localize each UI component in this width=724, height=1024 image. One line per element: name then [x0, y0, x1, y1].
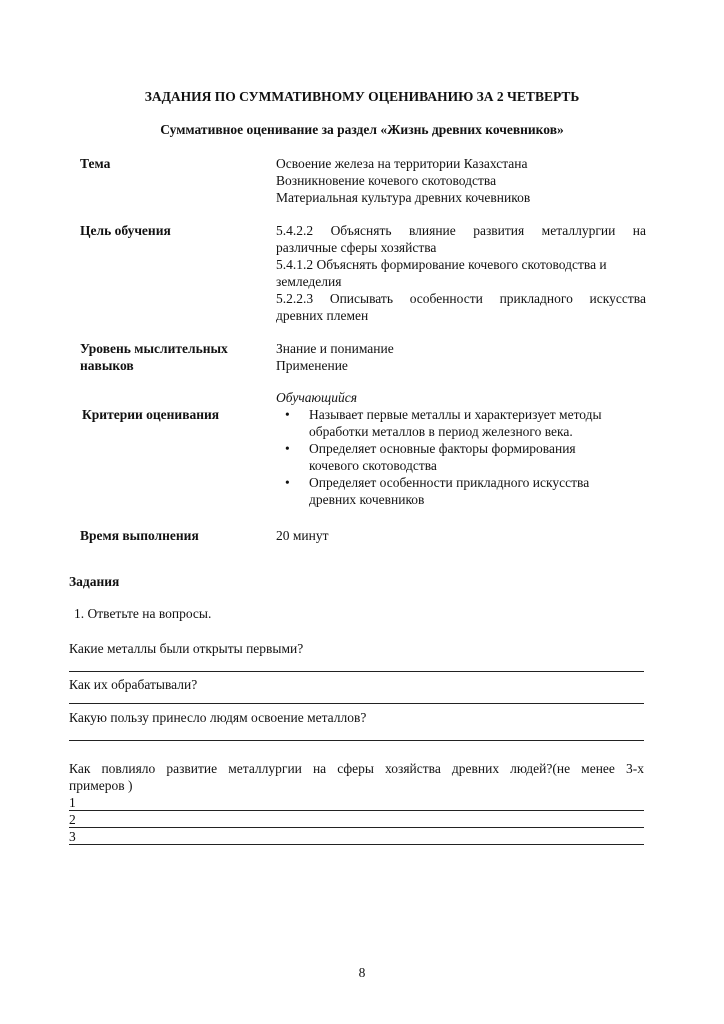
bullet-icon: •	[285, 475, 290, 490]
question-1: Какие металлы были открыты первыми?	[69, 641, 304, 656]
answer-number: 3	[69, 829, 76, 844]
criteria-text: древних кочевников	[309, 492, 425, 507]
question-word: хозяйства	[385, 761, 441, 776]
question-word: Как	[69, 761, 91, 776]
criteria-text: Определяет основные факторы формирования	[309, 441, 576, 456]
criteria-text: Называет первые металлы и характеризует методы	[309, 407, 602, 422]
goal-word: прикладного	[499, 291, 573, 306]
answer-line[interactable]	[69, 740, 644, 741]
goal-word: искусства	[589, 291, 646, 306]
answer-number: 2	[69, 812, 76, 827]
goal-word: Объяснять	[330, 223, 392, 238]
thinking-level-label: навыков	[80, 358, 134, 373]
goal-word: влияние	[408, 223, 456, 238]
bullet-icon: •	[285, 441, 290, 456]
bullet-icon: •	[285, 407, 290, 422]
task-item-1: 1. Ответьте на вопросы.	[74, 606, 212, 621]
document-title: ЗАДАНИЯ ПО СУММАТИВНОМУ ОЦЕНИВАНИЮ ЗА 2 ЧЕТВЕРТЬ	[144, 89, 580, 104]
goal-word: 5.2.2.3	[276, 291, 314, 306]
topic-label: Тема	[80, 156, 111, 171]
question-word: развитие	[166, 761, 218, 776]
question-word: повлияло	[101, 761, 156, 776]
page-number: 8	[358, 965, 366, 980]
question-4-line2: примеров )	[69, 778, 133, 793]
answer-line[interactable]	[69, 810, 644, 811]
goal-item-1-line1	[276, 222, 646, 239]
thinking-level-value: Применение	[276, 358, 348, 373]
criteria-bullet	[276, 406, 649, 440]
question-word: металлургии	[228, 761, 302, 776]
goal-code: 5.4.2.2	[276, 223, 314, 238]
criteria-bullet	[276, 474, 649, 508]
goal-item-3-line2: древних племен	[276, 308, 369, 323]
question-word: древних	[451, 761, 500, 776]
goal-word: Описывать	[329, 291, 393, 306]
goal-word: особенности	[409, 291, 483, 306]
thinking-level-value: Знание и понимание	[276, 341, 394, 356]
goals-label: Цель обучения	[80, 223, 171, 238]
topic-line: Возникновение кочевого скотоводства	[276, 173, 497, 188]
goal-word: на	[632, 223, 646, 238]
question-4-line1	[69, 760, 644, 777]
question-word: менее	[581, 761, 615, 776]
answer-line[interactable]	[69, 827, 644, 828]
question-word: 3-х	[625, 761, 644, 776]
goal-word: металлургии	[541, 223, 616, 238]
question-3: Какую пользу принесло людям освоение металлов?	[69, 710, 367, 725]
goal-item-2-line1: 5.4.1.2 Объяснять формирование кочевого скотоводства и	[276, 257, 607, 272]
answer-line[interactable]	[69, 671, 644, 672]
question-word: на	[312, 761, 327, 776]
question-2: Как их обрабатывали?	[69, 677, 198, 692]
criteria-label: Критерии оценивания	[82, 407, 220, 422]
criteria-text: кочевого скотоводства	[309, 458, 437, 473]
criteria-bullet	[276, 440, 649, 474]
criteria-intro: Обучающийся	[276, 390, 358, 405]
topic-line: Освоение железа на территории Казахстана	[276, 156, 528, 171]
topic-line: Материальная культура древних кочевников	[276, 190, 531, 205]
answer-line[interactable]	[69, 703, 644, 704]
answer-line[interactable]	[69, 844, 644, 845]
time-label: Время выполнения	[80, 528, 199, 543]
time-value: 20 минут	[276, 528, 329, 543]
tasks-heading: Задания	[69, 574, 120, 589]
goal-item-3-line1	[276, 290, 646, 307]
goal-item-1-line2: различные сферы хозяйства	[276, 240, 437, 255]
criteria-text: Определяет особенности прикладного искусства	[309, 475, 590, 490]
criteria-list	[276, 406, 649, 508]
question-word: людей?(не	[510, 761, 571, 776]
goal-item-2-line2: земледелия	[276, 274, 342, 289]
criteria-text: обработки металлов в период железного века.	[309, 424, 573, 439]
question-word: сферы	[337, 761, 374, 776]
thinking-level-label: Уровень мыслительных	[80, 341, 228, 356]
document-subtitle: Суммативное оценивание за раздел «Жизнь древних кочевников»	[160, 122, 564, 137]
answer-number: 1	[69, 795, 76, 810]
goal-word: развития	[473, 223, 525, 238]
